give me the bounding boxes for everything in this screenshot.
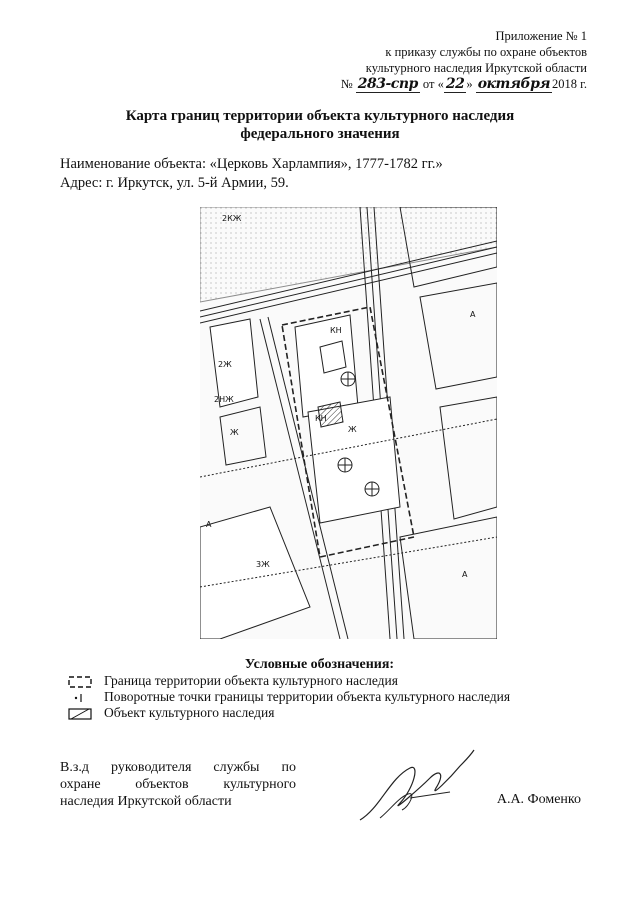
title-line-1: Карта границ территории объекта культурного наследия	[125, 108, 515, 124]
map-label: А	[470, 310, 476, 319]
appendix-line-1: Приложение № 1	[495, 29, 587, 43]
number-prefix: №	[340, 77, 353, 91]
order-number: 283-спр	[357, 76, 418, 92]
order-number-line	[307, 76, 587, 92]
map-label: Ж	[348, 425, 357, 434]
hatched-object-icon	[66, 707, 94, 721]
role-line-3: наследия Иркутской области	[60, 794, 232, 809]
date-from: от «	[422, 77, 444, 91]
legend-label: Поворотные точки границы территории объекта культурного наследия	[104, 689, 511, 704]
signatory-name: А.А. Фоменко	[496, 792, 581, 807]
signature-scribble-icon	[350, 748, 480, 828]
date-month: октября	[477, 76, 551, 92]
object-name: Наименование объекта: «Церковь Харлампия», 1777-1782 гг.»	[60, 156, 443, 172]
appendix-header	[307, 28, 587, 92]
map-label: 2Ж	[218, 360, 232, 369]
legend-item-turning-points	[66, 689, 510, 705]
map-label: 2НЖ	[214, 395, 234, 404]
document-title	[90, 107, 550, 143]
date-day: 22	[445, 76, 465, 92]
appendix-line-2: к приказу службы по охране объектов	[385, 45, 587, 59]
turning-point-icon	[66, 691, 94, 705]
map-label: А	[206, 520, 212, 529]
map-label: КН	[315, 414, 327, 423]
role-line-1: В.з.д руководителя службы по	[60, 760, 296, 775]
title-line-2: федерального значения	[240, 126, 400, 142]
map-label: КН	[330, 326, 342, 335]
map-label: А	[462, 570, 468, 579]
legend-label: Объект культурного наследия	[104, 705, 275, 720]
role-line-2: охране объектов культурного	[60, 777, 296, 792]
legend-title: Условные обозначения:	[244, 657, 395, 672]
date-mid: »	[466, 77, 473, 91]
object-address: Адрес: г. Иркутск, ул. 5-й Армии, 59.	[60, 175, 289, 191]
signatory-role	[60, 759, 296, 810]
dashed-boundary-icon	[66, 675, 94, 689]
handwritten-signature	[350, 748, 480, 833]
appendix-line-3: культурного наследия Иркутской области	[365, 61, 587, 75]
legend-item-boundary	[66, 673, 398, 689]
map-label: 3Ж	[256, 560, 270, 569]
map-label: Ж	[230, 428, 239, 437]
legend-label: Граница территории объекта культурного наследия	[104, 673, 398, 688]
boundary-map	[200, 207, 497, 639]
map-drawing	[200, 207, 497, 639]
date-year: 2018 г.	[552, 77, 587, 91]
map-label: 2КЖ	[222, 214, 242, 223]
legend-item-heritage-object	[66, 705, 274, 721]
